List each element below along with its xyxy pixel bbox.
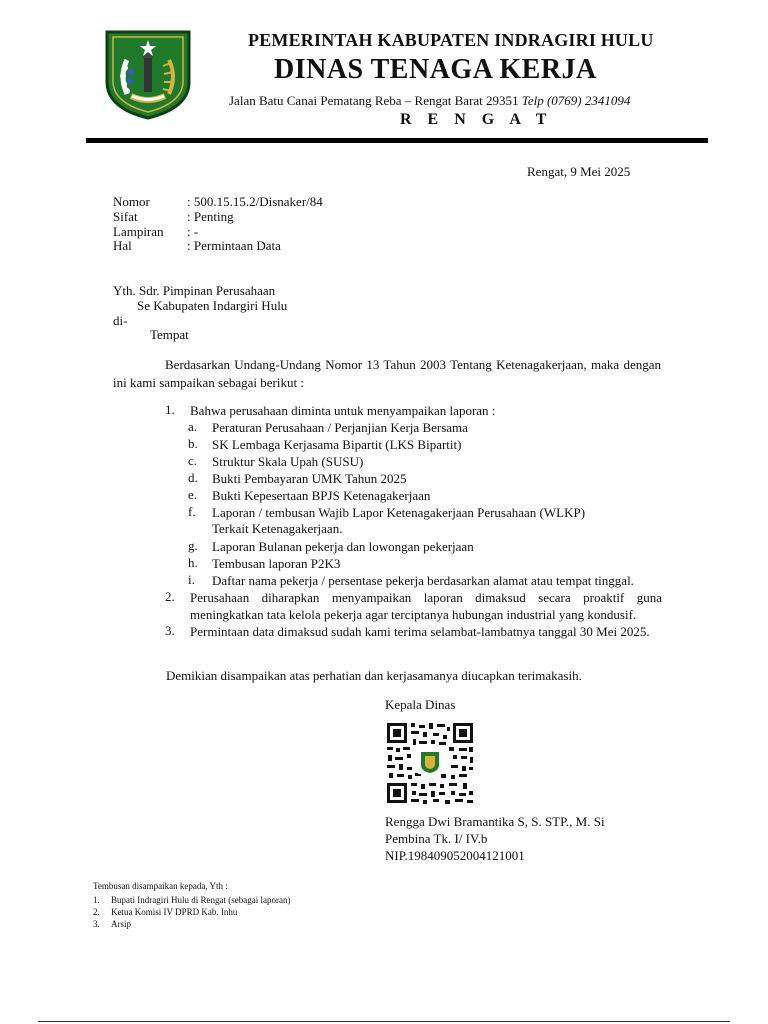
cc-item-3-number: 3.	[93, 919, 100, 929]
office-address	[229, 93, 630, 109]
cc-item-1-text: Bupati Indragiri Hulu di Rengat (sebagai laporan)	[111, 895, 291, 905]
addressee-line-1: Yth. Sdr. Pimpinan Perusahaan	[113, 283, 276, 298]
point-1-number: 1.	[165, 402, 175, 417]
office-name: DINAS TENAGA KERJA	[274, 54, 597, 85]
page-bottom-rule	[38, 1021, 730, 1022]
subitem-f-text: Laporan / tembusan Wajib Lapor Ketenagakerjaan Perusahaan (WLKP)	[212, 505, 586, 520]
cc-heading: Tembusan disampaikan kepada, Yth :	[93, 881, 228, 891]
meta-value-sifat: : Penting	[187, 209, 234, 224]
letter-date: Rengat, 9 Mei 2025	[527, 164, 631, 179]
subitem-e-text: Bukti Kepesertaan BPJS Ketenagakerjaan	[212, 488, 431, 503]
subitem-c-text: Struktur Skala Upah (SUSU)	[212, 454, 364, 469]
regency-emblem-icon	[101, 26, 195, 120]
cc-item-3-text: Arsip	[111, 919, 131, 929]
meta-label-nomor: Nomor	[113, 194, 150, 209]
subitem-g-letter: g.	[188, 538, 198, 553]
cc-item-2-number: 2.	[93, 907, 100, 917]
letterhead-city: R E N G A T	[400, 111, 553, 128]
point-2-number: 2.	[165, 589, 175, 604]
signatory-nip: NIP.198409052004121001	[385, 848, 525, 863]
point-1-text: Bahwa perusahaan diminta untuk menyampaikan laporan :	[190, 403, 496, 418]
meta-label-lampiran: Lampiran	[113, 224, 164, 239]
subitem-i-text: Daftar nama pekerja / persentase pekerja berdasarkan alamat atau tempat tinggal.	[212, 573, 634, 588]
subitem-i-letter: i.	[188, 572, 195, 587]
addressee-line-3: di-	[113, 313, 128, 328]
letterhead-divider	[86, 138, 708, 143]
signatory-name: Rengga Dwi Bramantika S, S. STP., M. Si	[385, 814, 605, 829]
government-name: PEMERINTAH KABUPATEN INDRAGIRI HULU	[248, 30, 654, 50]
subitem-b-text: SK Lembaga Kerjasama Bipartit (LKS Bipartit)	[212, 437, 462, 452]
cc-item-1-number: 1.	[93, 895, 100, 905]
point-3-number: 3.	[165, 623, 175, 638]
meta-value-hal: : Permintaan Data	[187, 238, 281, 253]
qr-code-signature-icon	[385, 721, 475, 805]
intro-paragraph: Berdasarkan Undang-Undang Nomor 13 Tahun 2003 Tentang Ketenagakerjaan, maka dengan ini kami sampaikan sebagai berikut :	[113, 357, 661, 390]
subitem-f-text-continued: Terkait Ketenagakerjaan.	[212, 521, 343, 536]
meta-label-hal: Hal	[113, 238, 132, 253]
subitem-e-letter: e.	[188, 487, 198, 502]
address-street: Jalan Batu Canai Pematang Reba – Rengat Barat 29351	[229, 93, 519, 108]
meta-label-sifat: Sifat	[113, 209, 138, 224]
closing-sentence: Demikian disampaikan atas perhatian dan kerjasamanya diucapkan terimakasih.	[166, 668, 582, 683]
subitem-d-letter: d.	[188, 470, 198, 485]
signatory-rank: Pembina Tk. I/ IV.b	[385, 831, 488, 846]
subitem-c-letter: c.	[188, 453, 198, 468]
meta-value-lampiran: : -	[187, 224, 199, 239]
address-phone: Telp (0769) 2341094	[521, 93, 631, 108]
cc-item-2-text: Ketua Komisi IV DPRD Kab. Inhu	[111, 907, 238, 917]
subitem-d-text: Bukti Pembayaran UMK Tahun 2025	[212, 471, 407, 486]
signatory-title: Kepala Dinas	[385, 697, 456, 712]
subitem-a-text: Peraturan Perusahaan / Perjanjian Kerja Bersama	[212, 420, 468, 435]
meta-value-nomor: : 500.15.15.2/Disnaker/84	[187, 194, 323, 209]
point-3-text: Permintaan data dimaksud sudah kami terima selambat-lambatnya tanggal 30 Mei 2025.	[190, 624, 650, 639]
point-2-text: Perusahaan diharapkan menyampaikan laporan dimaksud secara proaktif guna meningkatkan tata kelola pekerja agar terciptanya hubungan industrial yang kondusif.	[190, 590, 662, 622]
subitem-b-letter: b.	[188, 436, 198, 451]
subitem-a-letter: a.	[188, 419, 198, 434]
subitem-f-letter: f.	[188, 504, 196, 519]
subitem-h-text: Tembusan laporan P2K3	[212, 556, 341, 571]
subitem-h-letter: h.	[188, 555, 198, 570]
addressee-line-4: Tempat	[150, 327, 189, 342]
addressee-line-2: Se Kabupaten Indargiri Hulu	[137, 298, 288, 313]
subitem-g-text: Laporan Bulanan pekerja dan lowongan pekerjaan	[212, 539, 474, 554]
